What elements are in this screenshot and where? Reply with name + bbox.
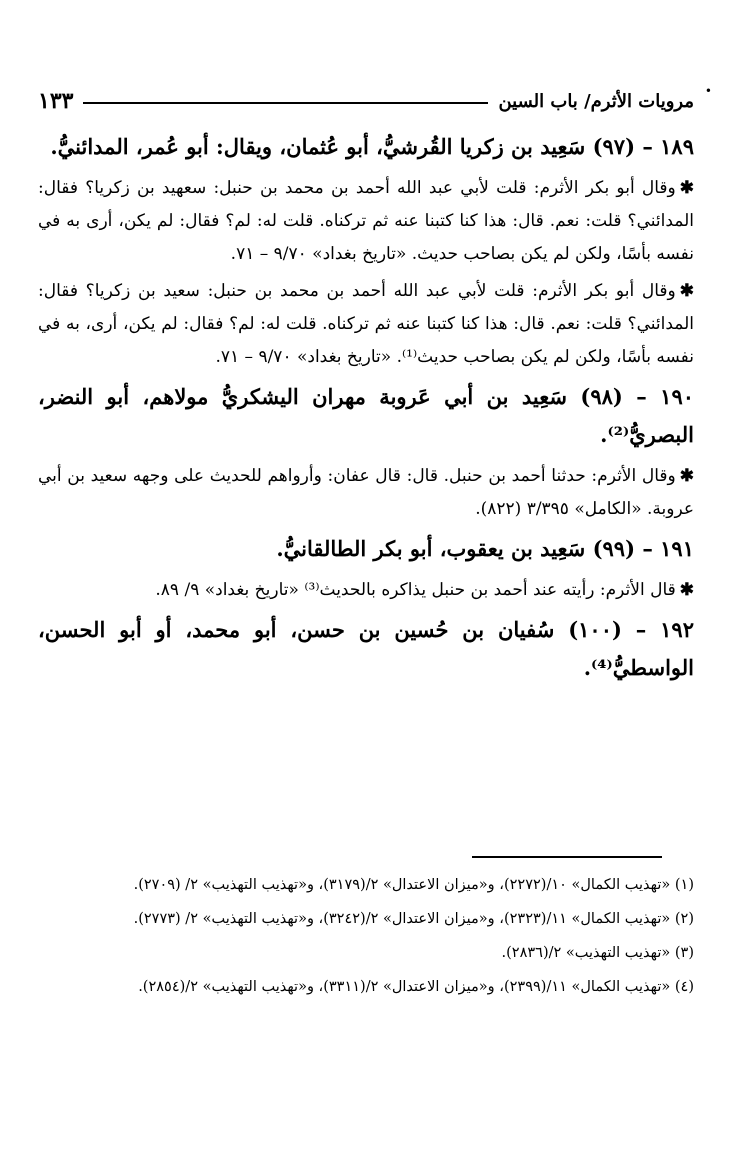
entry-heading-189: ١٨٩ – (٩٧) سَعِيد بن زكريا القُرشيُّ، أبو عُثمان، ويقال: أبو عُمر، المدائنيُّ. bbox=[50, 134, 694, 159]
entry-heading-192: ١٩٢ – (١٠٠) سُفيان بن حُسين بن حسن، أبو محمد، أو أبو الحسن، الواسطيُّ⁽⁴⁾. bbox=[38, 617, 694, 680]
footnote-1: (١) «تهذيب الكمال» ١٠/(٢٢٧٢)، و«ميزان الاعتدال» ٢/(٣١٧٩)، و«تهذيب التهذيب» ٢/ (٢٧٠٩). bbox=[133, 877, 694, 893]
footnote-2: (٢) «تهذيب الكمال» ١١/(٢٣٢٣)، و«ميزان الاعتدال» ٢/(٣٢٤٢)، و«تهذيب التهذيب» ٢/ (٢٧٧٣). bbox=[133, 911, 694, 927]
running-title: مرويات الأثرم/ باب السين bbox=[498, 90, 694, 112]
corner-mark: • bbox=[704, 84, 712, 98]
paragraph-text: قال الأثرم: رأيته عند أحمد بن حنبل يذاكره بالحديث⁽³⁾ «تاريخ بغداد» ٩/ ٨٩. bbox=[155, 580, 676, 600]
entry-heading-191: ١٩١ – (٩٩) سَعِيد بن يعقوب، أبو بكر الطالقانيُّ. bbox=[276, 536, 694, 561]
entry-191-paragraph-1 bbox=[38, 574, 694, 607]
paragraph-text: وقال الأثرم: حدثنا أحمد بن حنبل. قال: قال عفان: وأرواهم للحديث على وجهه سعيد بن أبي عروبة. «الكامل» ٣/٣٩٥ (٨٢٢). bbox=[38, 466, 694, 519]
entry-189-paragraph-2 bbox=[38, 275, 694, 374]
star-marker: ✱ bbox=[679, 466, 694, 486]
header-rule bbox=[83, 102, 488, 104]
paragraph-text: وقال أبو بكر الأثرم: قلت لأبي عبد الله أحمد بن محمد بن حنبل: سعيد بن زكريا؟ فقال: المدائني؟ قلت: نعم. قال: هذا كنا كتبنا عنه ثم تركناه. قلت له: لم؟ فقال: لم يكن، أرى، به في نفسه بأسًا، ولكن لم يكن بصاحب حديث⁽¹⁾. «تاريخ بغداد» ٩/٧٠ – ٧١. bbox=[38, 281, 694, 367]
star-marker: ✱ bbox=[679, 178, 694, 198]
entry-190-paragraph-1 bbox=[38, 460, 694, 526]
page-body bbox=[38, 128, 694, 693]
entry-heading-190: ١٩٠ – (٩٨) سَعِيد بن أبي عَروبة مهران اليشكريُّ مولاهم، أبو النضر، البصريُّ⁽²⁾. bbox=[38, 384, 695, 447]
page-number: ١٣٣ bbox=[38, 88, 74, 114]
star-marker: ✱ bbox=[679, 580, 694, 600]
paragraph-text: وقال أبو بكر الأثرم: قلت لأبي عبد الله أحمد بن محمد بن حنبل: سعهيد بن زكريا؟ فقال: المدائني؟ قلت: نعم. قال: هذا كنا كتبنا عنه ثم تركناه. قلت له: لم؟ فقال: لم يكن، أرى به في نفسه بأسًا، ولكن لم يكن بصاحب حديث. «تاريخ بغداد» ٩/٧٠ – ٧١. bbox=[38, 178, 694, 264]
footnote-separator bbox=[472, 856, 662, 858]
footnote-3: (٣) «تهذيب التهذيب» ٢/(٢٨٣٦). bbox=[501, 945, 694, 961]
page-header bbox=[38, 86, 694, 116]
footnote-4: (٤) «تهذيب الكمال» ١١/(٢٣٩٩)، و«ميزان الاعتدال» ٢/(٣٣١١)، و«تهذيب التهذيب» ٢/(٢٨٥٤). bbox=[138, 979, 694, 995]
entry-189-paragraph-1 bbox=[38, 172, 694, 271]
footnotes bbox=[38, 870, 694, 1006]
star-marker: ✱ bbox=[679, 281, 694, 301]
